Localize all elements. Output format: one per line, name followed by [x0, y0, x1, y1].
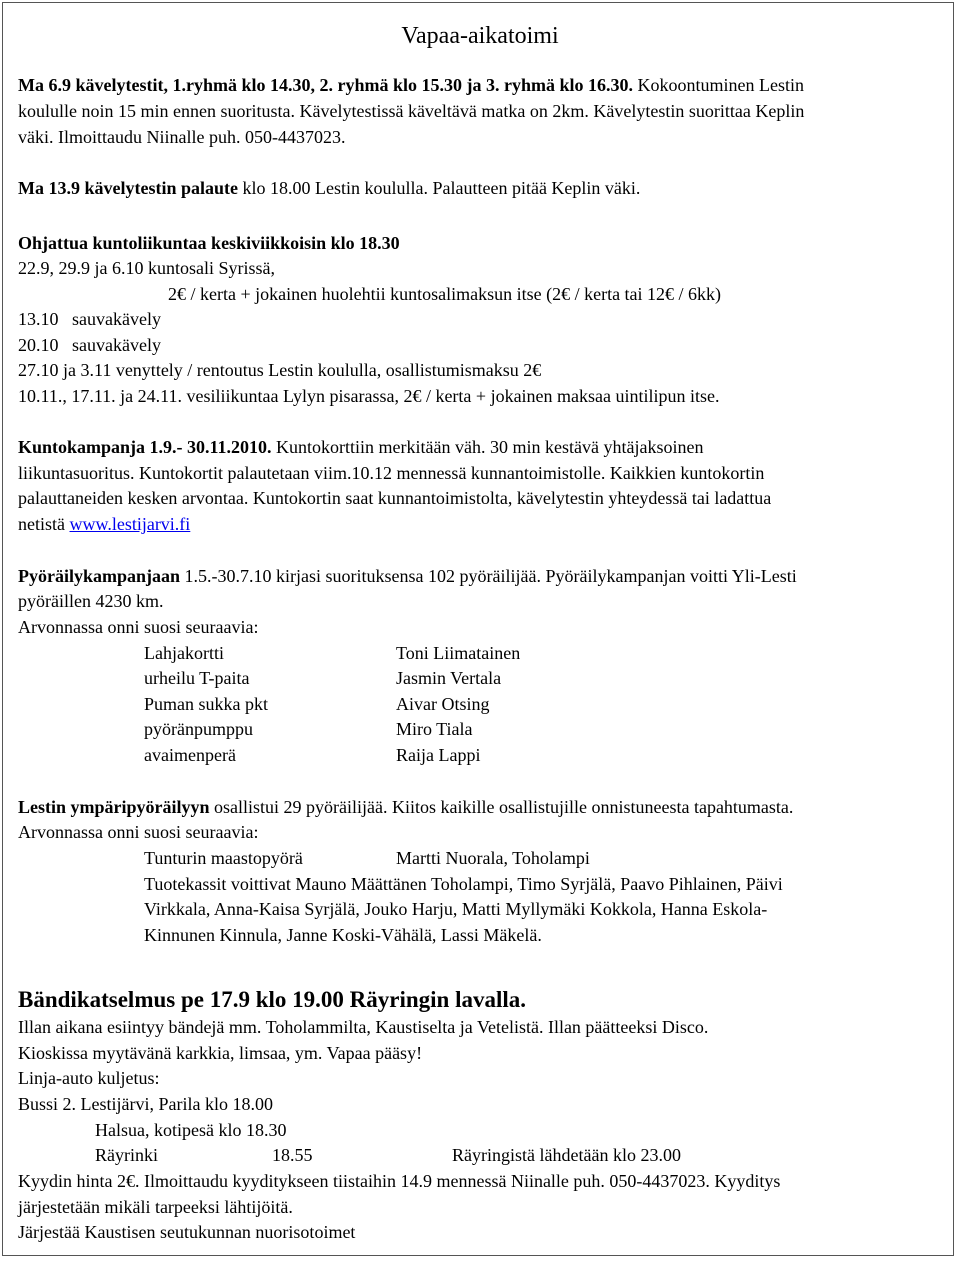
walk-feedback-text: klo 18.00 Lestin koululla. Palautteen pitää Keplin väki.	[238, 178, 641, 198]
campaign-line-3: palauttaneiden kesken arvontaa. Kuntokortin saat kunnantoimistolta, kävelytestin yhteydessä tai ladattua	[18, 488, 772, 508]
prize-item: pyöränpumppu	[144, 719, 253, 739]
campaign-line-4	[18, 514, 190, 534]
campaign-text: Kuntokorttiin merkitään väh. 30 min kestävä yhtäjaksoinen	[271, 437, 704, 457]
walk-feedback-line	[18, 178, 640, 198]
prize-item: urheilu T-paita	[144, 668, 250, 688]
exercise-line-4: 20.10 sauvakävely	[18, 335, 161, 355]
ride-prize: Tunturin maastopyörä	[144, 848, 303, 868]
prize-winner: Jasmin Vertala	[396, 668, 502, 688]
ride-text: osallistui 29 pyöräilijää. Kiitos kaikille osallistujille onnistuneesta tapahtumasta.	[209, 797, 794, 817]
ride-line-4: Tuotekassit voittivat Mauno Määttänen Toholampi, Timo Syrjälä, Paavo Pihlainen, Päivi	[144, 874, 783, 894]
band-line-9: Järjestää Kaustisen seutukunnan nuorisotoimet	[18, 1222, 356, 1242]
ride-line-2: Arvonnassa onni suosi seuraavia:	[18, 822, 259, 842]
walk-line-3: väki. Ilmoittaudu Niinalle puh. 050-4437023.	[18, 127, 346, 147]
band-line-2: Kioskissa myytävänä karkkia, limsaa, ym. Vapaa pääsy!	[18, 1043, 423, 1063]
campaign-title: Kuntokampanja 1.9.- 30.11.2010.	[18, 437, 272, 457]
band-heading: Bändikatselmus pe 17.9 klo 19.00 Räyringin lavalla.	[18, 987, 526, 1012]
prize-item: Puman sukka pkt	[144, 694, 268, 714]
bike-title: Pyöräilykampanjaan	[18, 566, 181, 586]
walk-line-2: koululle noin 15 min ennen suoritusta. Kävelytestissä käveltävä matka on 2km. Kävelytestin suorittaa Keplin	[18, 101, 805, 121]
prize-item: avaimenperä	[144, 745, 236, 765]
exercise-line-5: 27.10 ja 3.11 venyttely / rentoutus Lestin koululla, osallistumismaksu 2€	[18, 360, 542, 380]
campaign-line-2: liikuntasuoritus. Kuntokortit palautetaan viim.10.12 mennessä kunnantoimistolle. Kaikkien kuntokortin	[18, 463, 765, 483]
band-line-1: Illan aikana esiintyy bändejä mm. Toholammilta, Kaustiselta ja Vetelistä. Illan päätteeksi Disco.	[18, 1017, 709, 1037]
prize-winner: Raija Lappi	[396, 745, 481, 765]
exercise-line-6: 10.11., 17.11. ja 24.11. vesiliikuntaa Lylyn pisarassa, 2€ / kerta + jokainen maksaa uintilipun itse.	[18, 386, 720, 406]
band-line-8: järjestetään mikäli tarpeeksi lähtijöitä.	[18, 1197, 293, 1217]
prize-winner: Miro Tiala	[396, 719, 473, 739]
band-line-6a: Räyrinki	[95, 1145, 158, 1165]
walk-date-bold: Ma 6.9 kävelytestit, 1.ryhmä klo 14.30, 2. ryhmä klo 15.30 ja 3. ryhmä klo 16.30.	[18, 75, 633, 95]
band-line-3: Linja-auto kuljetus:	[18, 1068, 160, 1088]
band-line-5: Halsua, kotipesä klo 18.30	[95, 1120, 287, 1140]
exercise-line-2: 2€ / kerta + jokainen huolehtii kuntosalimaksun itse (2€ / kerta tai 12€ / 6kk)	[168, 284, 722, 304]
walk-line-1	[18, 75, 804, 95]
prize-item: Lahjakortti	[144, 643, 224, 663]
prize-winner: Aivar Otsing	[396, 694, 490, 714]
campaign-line-1	[18, 437, 703, 457]
walk-text: Kokoontuminen Lestin	[632, 75, 804, 95]
exercise-heading: Ohjattua kuntoliikuntaa keskiviikkoisin klo 18.30	[18, 233, 400, 253]
bike-line-1	[18, 566, 797, 586]
prize-winner: Toni Liimatainen	[396, 643, 521, 663]
bike-text: 1.5.-30.7.10 kirjasi suorituksensa 102 pyöräilijää. Pyöräilykampanjan voitti Yli-Lesti	[180, 566, 797, 586]
ride-line-1	[18, 797, 793, 817]
band-line-6c: Räyringistä lähdetään klo 23.00	[452, 1145, 681, 1165]
website-link[interactable]: www.lestijarvi.fi	[69, 514, 191, 534]
bike-line-2: pyöräillen 4230 km.	[18, 591, 164, 611]
ride-title: Lestin ympäripyöräilyyn	[18, 797, 210, 817]
walk-feedback-bold: Ma 13.9 kävelytestin palaute	[18, 178, 238, 198]
campaign-link-prefix: netistä	[18, 514, 70, 534]
bike-line-3: Arvonnassa onni suosi seuraavia:	[18, 617, 259, 637]
page-title: Vapaa-aikatoimi	[401, 23, 559, 49]
band-line-7: Kyydin hinta 2€. Ilmoittaudu kyyditykseen tiistaihin 14.9 mennessä Niinalle puh. 050-4437023. Kyyditys	[18, 1171, 781, 1191]
band-line-4: Bussi 2. Lestijärvi, Parila klo 18.00	[18, 1094, 273, 1114]
exercise-line-3: 13.10 sauvakävely	[18, 309, 161, 329]
ride-line-5: Virkkala, Anna-Kaisa Syrjälä, Jouko Harju, Matti Myllymäki Kokkola, Hanna Eskola-	[144, 899, 768, 919]
ride-winner: Martti Nuorala, Toholampi	[396, 848, 590, 868]
ride-line-6: Kinnunen Kinnula, Janne Koski-Vähälä, Lassi Mäkelä.	[144, 925, 542, 945]
exercise-line-1: 22.9, 29.9 ja 6.10 kuntosali Syrissä,	[18, 258, 275, 278]
band-line-6b: 18.55	[272, 1145, 313, 1165]
